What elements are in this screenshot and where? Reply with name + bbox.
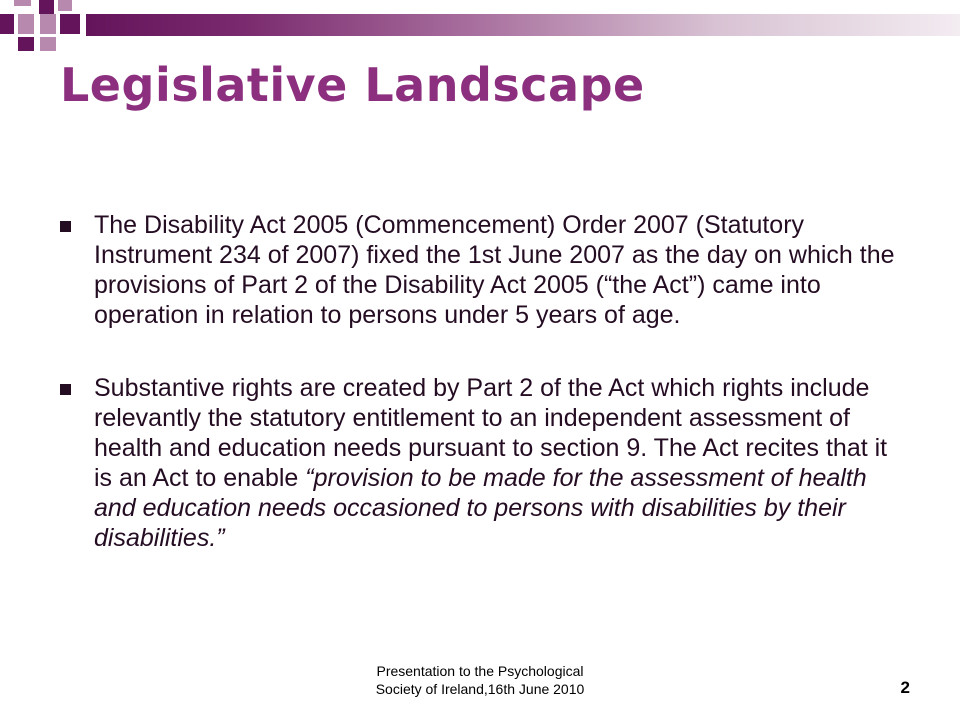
slide-number: 2 <box>900 678 910 697</box>
footer-line-1: Presentation to the Psychological <box>376 663 584 679</box>
square-bullet-icon <box>60 221 71 232</box>
bullet-item <box>60 210 910 330</box>
decorative-square <box>40 14 56 34</box>
slide-title: Legislative Landscape <box>60 58 645 112</box>
decorative-square <box>0 14 14 34</box>
square-bullet-icon <box>60 384 71 395</box>
bullet-text: Substantive rights are created by Part 2 of the Act which rights include relevantly the statutory entitlement to an independent assessment of health and education needs pursuant to section 9. The Act recites that it is an Act to enable <box>94 374 888 492</box>
decorative-square <box>58 0 72 11</box>
decorative-square <box>60 14 80 34</box>
footer-text <box>330 662 630 698</box>
slide-body <box>60 210 910 553</box>
bullet-quote-italic: “provision to be made for the assessment of health and education needs occasioned to persons with disabilities by their disabilities.” <box>94 464 867 552</box>
bullet-item <box>60 373 910 553</box>
decorative-square <box>39 0 54 14</box>
decorative-square <box>18 37 34 51</box>
header-gradient-bar <box>86 14 960 36</box>
decorative-square <box>40 37 56 51</box>
decorative-square <box>18 14 34 34</box>
bullet-text: The Disability Act 2005 (Commencement) Order 2007 (Statutory Instrument 234 of 2007) fixed the 1st June 2007 as the day on which the provisions of Part 2 of the Disability Act 2005 (“the Act”) came into operation in relation to persons under 5 years of age. <box>94 211 895 329</box>
footer-line-2: Society of Ireland,16th June 2010 <box>375 681 585 697</box>
decorative-square <box>14 0 31 6</box>
